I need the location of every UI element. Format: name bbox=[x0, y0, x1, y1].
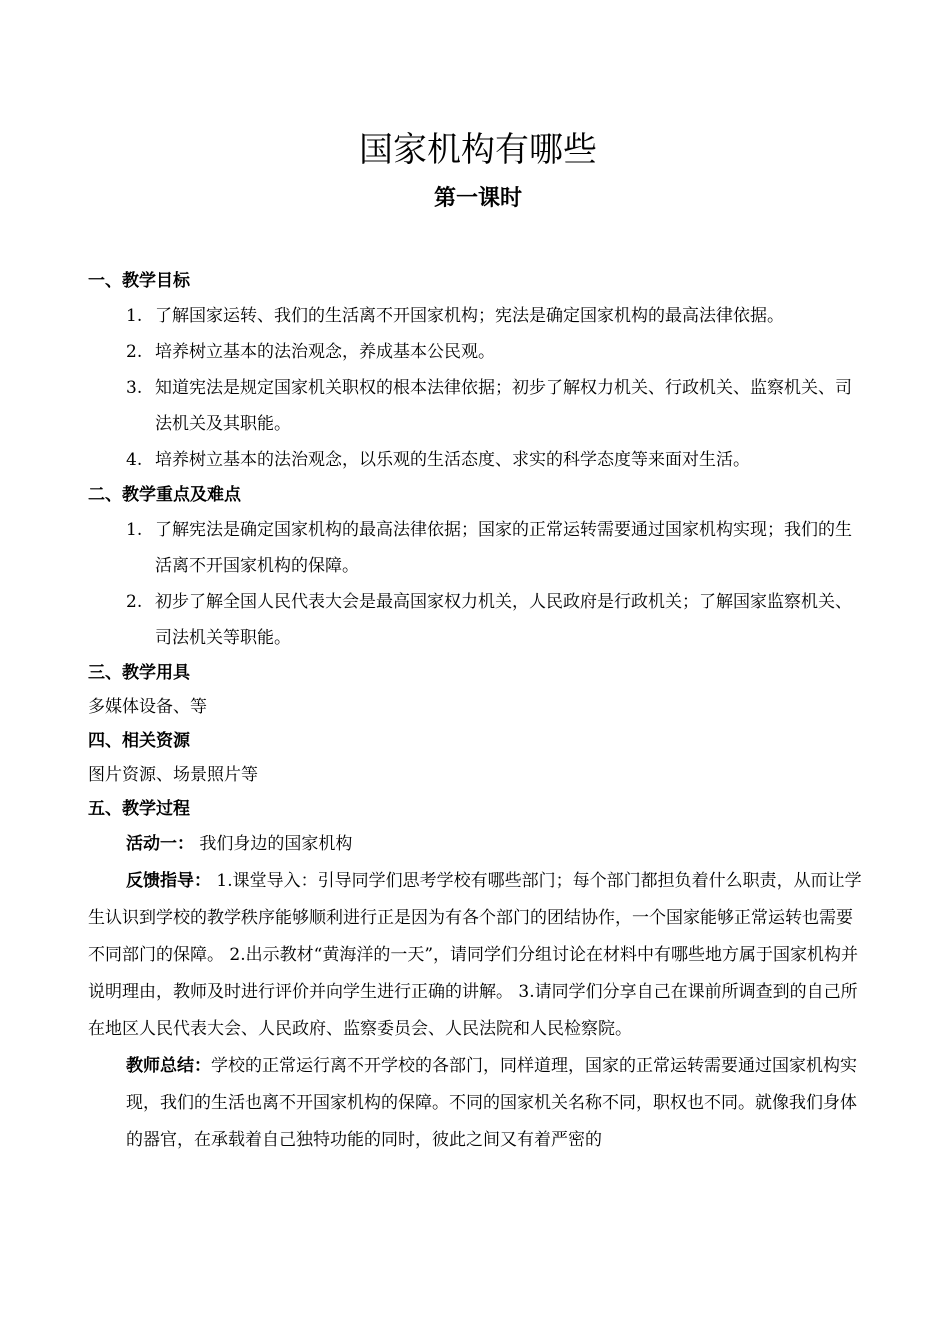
feedback-label: 反馈指导： bbox=[126, 871, 211, 891]
activity-line bbox=[88, 826, 868, 863]
key-points-list bbox=[88, 512, 868, 656]
resources-text: 图片资源、场景照片等 bbox=[88, 765, 258, 785]
document-subtitle: 第一课时 bbox=[433, 186, 522, 211]
summary-paragraph bbox=[88, 1048, 868, 1159]
document-title: 国家机构有哪些 bbox=[359, 130, 597, 170]
list-item: 2. 培养树立基本的法治观念，养成基本公民观。 bbox=[126, 342, 495, 362]
section-heading-goals: 一、教学目标 bbox=[88, 271, 190, 291]
activity-label: 活动一： bbox=[126, 834, 194, 854]
list-item: 3. 知道宪法是规定国家机关职权的根本法律依据；初步了解权力机关、行政机关、监察机关、司法机关及其职能。 bbox=[126, 378, 852, 434]
list-item: 1. 了解宪法是确定国家机构的最高法律依据；国家的正常运转需要通过国家机构实现；我们的生活离不开国家机构的保障。 bbox=[126, 520, 852, 576]
feedback-paragraph bbox=[88, 863, 868, 1048]
list-item: 4. 培养树立基本的法治观念，以乐观的生活态度、求实的科学态度等来面对生活。 bbox=[126, 450, 750, 470]
section-heading-key-points: 二、教学重点及难点 bbox=[88, 485, 241, 505]
feedback-text: 1.课堂导入：引导同学们思考学校有哪些部门；每个部门都担负着什么职责，从而让学生认识到学校的教学秩序能够顺利进行正是因为有各个部门的团结协作，一个国家能够正常运转也需要不同部门的保障。 2.出示教材“黄海洋的一天”，请同学们分组讨论在材料中有哪些地方属于国家机构并说明理由，教师及时进行评价并向学生进行正确的讲解。 3.请同学们分享自己在课前所调查到的自己所在地区人民代表大会、人民政府、监察委员会、人民法院和人民检察院。 bbox=[88, 871, 862, 1039]
tools-text: 多媒体设备、等 bbox=[88, 697, 207, 717]
goals-list bbox=[88, 298, 868, 478]
section-heading-process: 五、教学过程 bbox=[88, 799, 190, 819]
section-heading-tools: 三、教学用具 bbox=[88, 663, 190, 683]
list-item: 1. 了解国家运转、我们的生活离不开国家机构；宪法是确定国家机构的最高法律依据。 bbox=[126, 306, 784, 326]
summary-text: 学校的正常运行离不开学校的各部门，同样道理，国家的正常运转需要通过国家机构实现，我们的生活也离不开国家机构的保障。不同的国家机关名称不同，职权也不同。就像我们身体的器官，在承载着自己独特功能的同时，彼此之间又有着严密的 bbox=[126, 1056, 857, 1150]
list-item: 2. 初步了解全国人民代表大会是最高国家权力机关，人民政府是行政机关；了解国家监察机关、司法机关等职能。 bbox=[126, 592, 852, 648]
section-heading-resources: 四、相关资源 bbox=[88, 731, 190, 751]
activity-text: 我们身边的国家机构 bbox=[194, 834, 353, 854]
document-body bbox=[88, 264, 868, 1159]
summary-label: 教师总结： bbox=[126, 1056, 211, 1076]
